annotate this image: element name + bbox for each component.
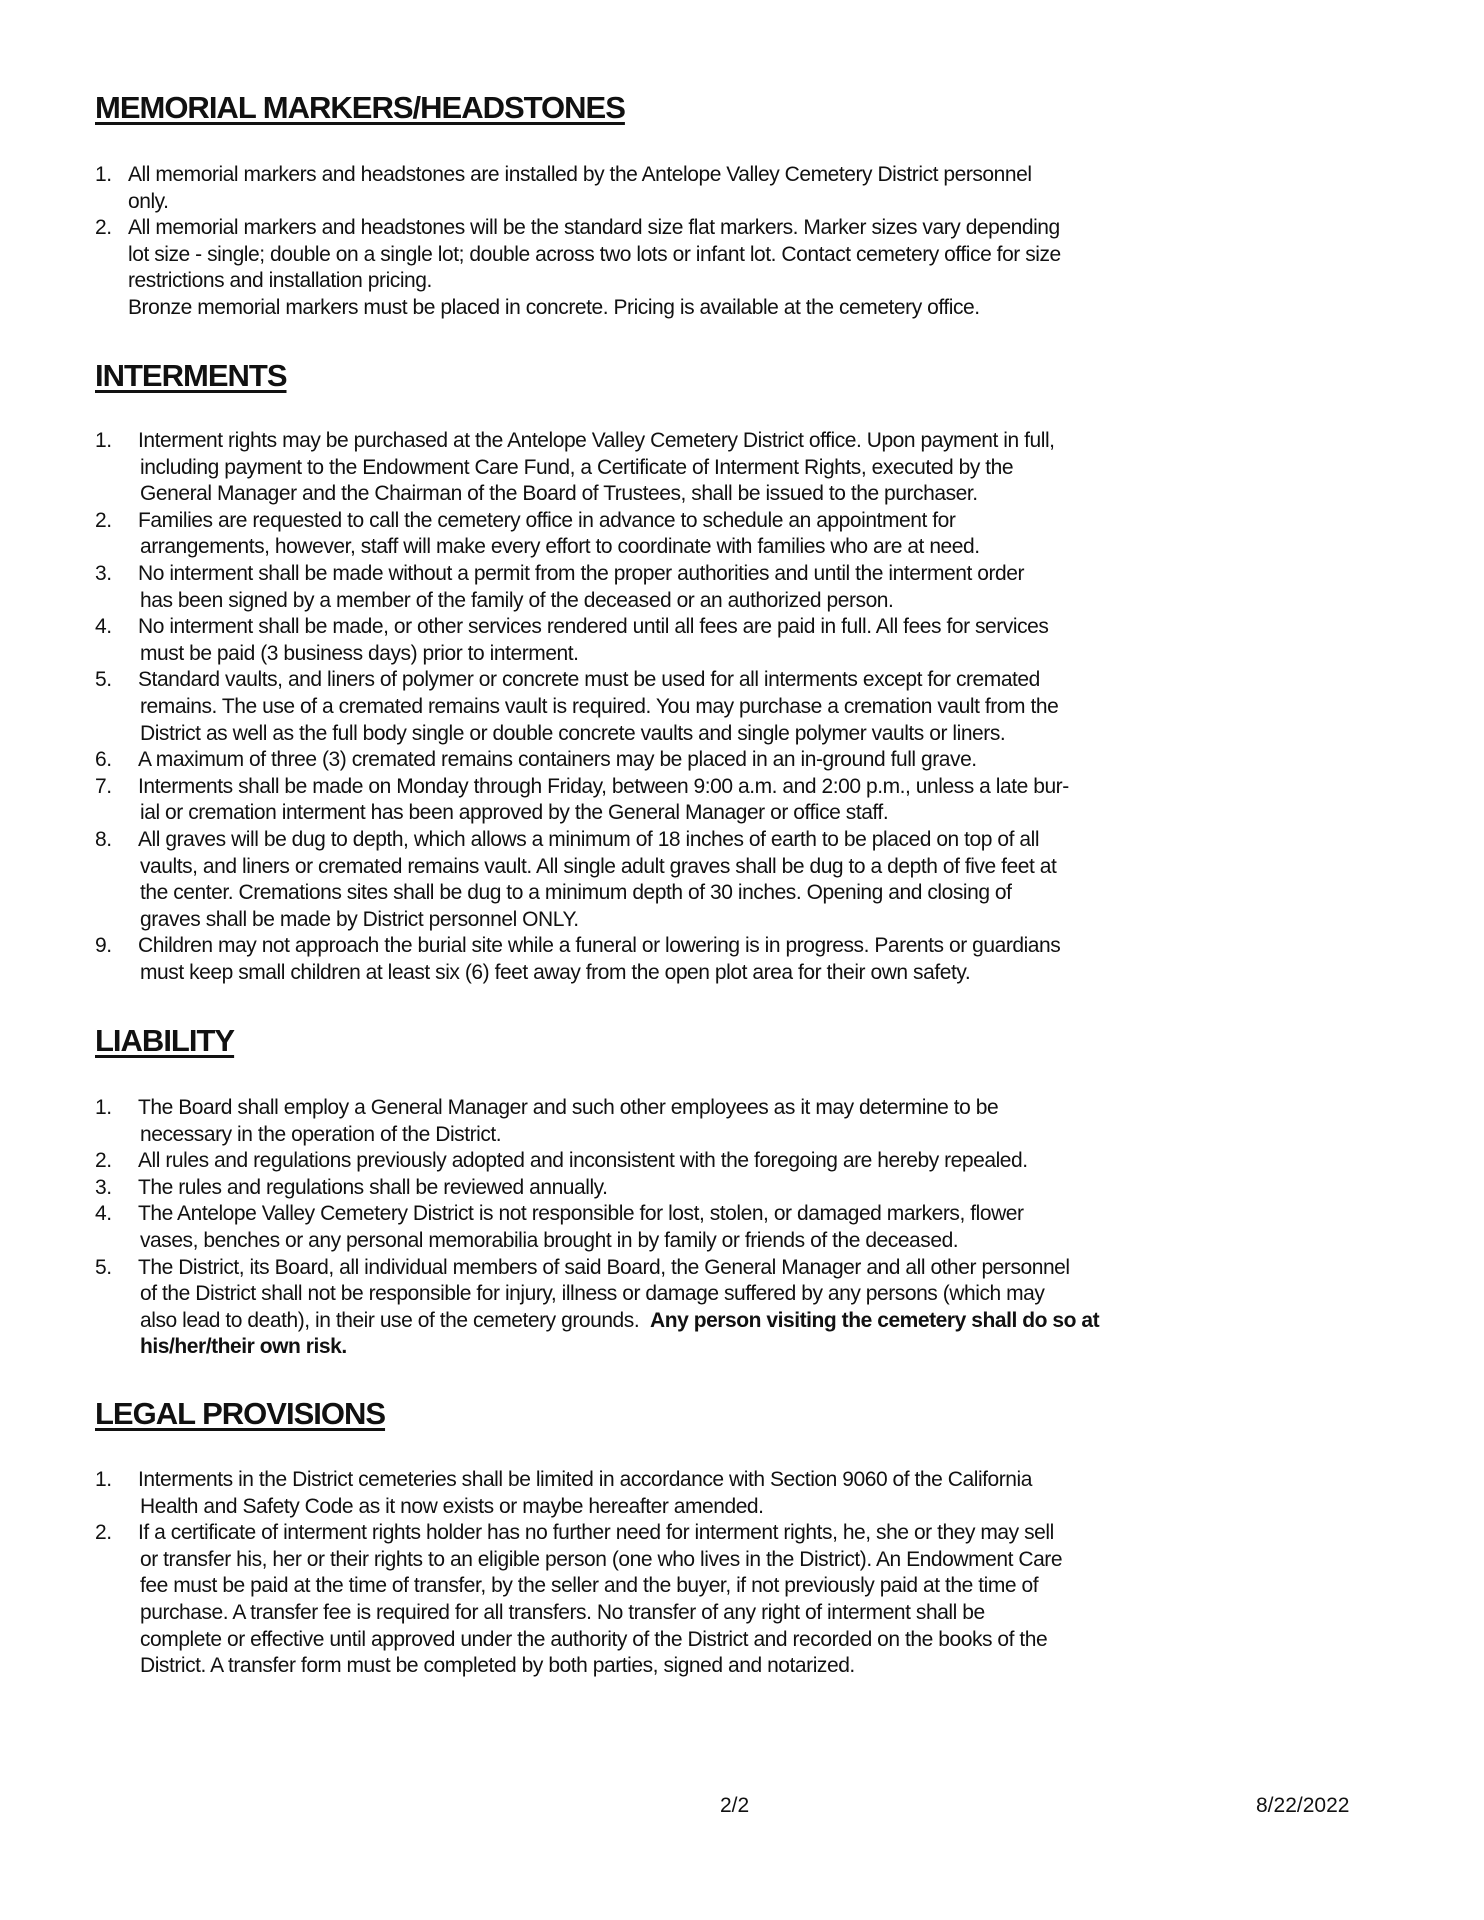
item-text: The Board shall employ a General Manager and such other employees as it may determine to be — [138, 1096, 999, 1119]
item-text: including payment to the Endowment Care Fund, a Certificate of Interment Rights, executed by the — [140, 455, 1014, 479]
list-item-line — [95, 614, 1069, 641]
item-text: All rules and regulations previously adopted and inconsistent with the foregoing are hereby repealed. — [138, 1149, 1028, 1173]
list-item — [95, 1095, 1099, 1148]
interments-list — [95, 428, 1069, 986]
list-item-line — [95, 1600, 1062, 1627]
list-item-line — [95, 1095, 1099, 1122]
item-text: If a certificate of interment rights holder has no further need for interment rights, he, she or they may sell — [138, 1521, 1054, 1545]
list-item — [95, 667, 1069, 747]
item-text: All memorial markers and headstones are installed by the Antelope Valley Cemetery District personnel — [128, 163, 1032, 186]
list-item-line — [95, 933, 1069, 960]
list-item-line — [95, 854, 1069, 881]
list-item-line — [95, 1255, 1099, 1282]
item-text: Interments in the District cemeteries shall be limited in accordance with Section 9060 of the California — [138, 1468, 1032, 1491]
item-text: A maximum of three (3) cremated remains containers may be placed in an in-ground full grave. — [138, 748, 977, 772]
item-text: Health and Safety Code as it now exists or maybe hereafter amended. — [140, 1494, 764, 1518]
list-item-line — [95, 1334, 1099, 1361]
list-item-line — [95, 880, 1069, 907]
list-item — [95, 1255, 1099, 1361]
list-item-line — [95, 827, 1069, 854]
item-number: 5. — [95, 1255, 112, 1279]
list-item-line — [95, 1494, 1062, 1521]
list-item-line — [95, 1148, 1099, 1175]
page-number: 2/2 — [720, 1794, 750, 1817]
item-text: No interment shall be made without a permit from the proper authorities and until the interment order — [138, 561, 1025, 585]
item-text: Families are requested to call the cemetery office in advance to schedule an appointment for — [138, 508, 956, 532]
item-text: only. — [128, 189, 169, 213]
list-item-line — [95, 162, 1061, 189]
list-item — [95, 428, 1069, 508]
list-item-line — [95, 1228, 1099, 1255]
item-text: vases, benches or any personal memorabilia brought in by family or friends of the deceased. — [140, 1228, 959, 1252]
item-number: 1. — [95, 163, 112, 186]
list-item-line — [95, 1520, 1062, 1547]
liability-list — [95, 1095, 1099, 1361]
item-text: All memorial markers and headstones will be the standard size flat markers. Marker sizes vary depending — [128, 216, 1060, 240]
item-number: 3. — [95, 561, 112, 585]
item-number: 1. — [95, 1096, 112, 1119]
list-item — [95, 1148, 1099, 1175]
list-item-line — [95, 588, 1069, 615]
list-item-line — [95, 1627, 1062, 1654]
item-number: 6. — [95, 748, 112, 772]
list-item-line — [95, 481, 1069, 508]
list-item-line — [95, 800, 1069, 827]
item-text: also lead to death), in their use of the cemetery grounds. — [140, 1308, 650, 1332]
item-number: 2. — [95, 1149, 112, 1173]
list-item-line — [95, 428, 1069, 455]
section-heading-liability: LIABILITY — [95, 1023, 235, 1058]
legal-provisions-list — [95, 1467, 1062, 1680]
section-heading-interments: INTERMENTS — [95, 358, 287, 393]
list-item-line — [95, 189, 1061, 216]
item-text: arrangements, however, staff will make every effort to coordinate with families who are at need. — [140, 535, 980, 559]
list-item-line — [95, 1308, 1099, 1335]
item-number: 4. — [95, 615, 112, 639]
item-text: lot size - single; double on a single lot; double across two lots or infant lot. Contact cemetery office for size — [128, 242, 1061, 266]
item-text: The rules and regulations shall be reviewed annually. — [138, 1175, 608, 1199]
item-text: the center. Cremations sites shall be dug to a minimum depth of 30 inches. Opening and closing of — [140, 881, 1012, 905]
item-text: or transfer his, her or their rights to an eligible person (one who lives in the District). An Endowment Care — [140, 1547, 1063, 1571]
list-item-line — [95, 641, 1069, 668]
item-text: must be paid (3 business days) prior to interment. — [140, 641, 579, 665]
list-item-line — [95, 694, 1069, 721]
list-item-line — [95, 1201, 1099, 1228]
list-item — [95, 827, 1069, 933]
item-text: has been signed by a member of the family of the deceased or an authorized person. — [140, 588, 894, 612]
item-text: Bronze memorial markers must be placed in concrete. Pricing is available at the cemetery office. — [128, 295, 980, 319]
list-item-line — [95, 667, 1069, 694]
list-item-line — [95, 960, 1069, 987]
list-item-line — [95, 268, 1061, 295]
item-text: General Manager and the Chairman of the Board of Trustees, shall be issued to the purchaser. — [140, 482, 978, 506]
list-item-line — [95, 1653, 1062, 1680]
item-number: 1. — [95, 429, 112, 452]
list-item — [95, 614, 1069, 667]
list-item — [95, 561, 1069, 614]
list-item — [95, 162, 1061, 215]
section-heading-memorial-markers: MEMORIAL MARKERS/HEADSTONES — [95, 90, 625, 125]
item-number: 4. — [95, 1202, 112, 1226]
item-number: 9. — [95, 934, 112, 958]
list-item-line — [95, 1281, 1099, 1308]
list-item — [95, 1201, 1099, 1254]
item-number: 2. — [95, 1521, 112, 1545]
item-text: must keep small children at least six (6) feet away from the open plot area for their own safety. — [140, 960, 971, 984]
item-number: 8. — [95, 827, 112, 851]
list-item-line — [95, 508, 1069, 535]
list-item-line — [95, 242, 1061, 269]
item-text: District. A transfer form must be completed by both parties, signed and notarized. — [140, 1654, 855, 1678]
item-text: All graves will be dug to depth, which allows a minimum of 18 inches of earth to be placed on top of all — [138, 827, 1040, 851]
list-item — [95, 1520, 1062, 1680]
list-item-line — [95, 747, 1069, 774]
item-text: District as well as the full body single or double concrete vaults and single polymer vaults or liners. — [140, 721, 1006, 745]
item-text: Standard vaults, and liners of polymer or concrete must be used for all interments except for cremated — [138, 668, 1040, 692]
item-number: 3. — [95, 1175, 112, 1199]
item-text: of the District shall not be responsible for injury, illness or damage suffered by any persons (which may — [140, 1282, 1045, 1306]
list-item-line — [95, 907, 1069, 934]
list-item — [95, 508, 1069, 561]
list-item-line — [95, 1547, 1062, 1574]
item-text: No interment shall be made, or other services rendered until all fees are paid in full. All fees for services — [138, 615, 1049, 639]
item-number: 2. — [95, 508, 112, 532]
list-item-line — [95, 774, 1069, 801]
item-text: fee must be paid at the time of transfer, by the seller and the buyer, if not previously paid at the time of — [140, 1574, 1039, 1598]
item-text: restrictions and installation pricing. — [128, 269, 432, 293]
item-text: The District, its Board, all individual members of said Board, the General Manager and all other personnel — [138, 1255, 1070, 1279]
list-item-line — [95, 534, 1069, 561]
list-item-line — [95, 215, 1061, 242]
list-item — [95, 933, 1069, 986]
list-item — [95, 774, 1069, 827]
list-item-line — [95, 455, 1069, 482]
memorial-markers-list — [95, 162, 1061, 322]
bold-warning-text: his/her/their own risk. — [140, 1335, 347, 1359]
list-item-line — [95, 1467, 1062, 1494]
item-number: 5. — [95, 668, 112, 692]
bold-warning-text: Any person visiting the cemetery shall do so at — [649, 1308, 1100, 1332]
item-text: The Antelope Valley Cemetery District is not responsible for lost, stolen, or damaged markers, flower — [138, 1202, 1024, 1226]
item-text: complete or effective until approved under the authority of the District and recorded on the books of the — [140, 1627, 1048, 1651]
list-item — [95, 747, 1069, 774]
item-text: ial or cremation interment has been approved by the General Manager or office staff. — [140, 801, 889, 825]
document-date: 8/22/2022 — [1256, 1794, 1350, 1817]
item-text: Interment rights may be purchased at the Antelope Valley Cemetery District office. Upon payment in full, — [138, 429, 1055, 452]
item-number: 2. — [95, 216, 112, 240]
item-number: 7. — [95, 774, 112, 798]
item-text: remains. The use of a cremated remains vault is required. You may purchase a cremation vault from the — [140, 694, 1059, 718]
list-item-line — [95, 1122, 1099, 1149]
item-text: Children may not approach the burial site while a funeral or lowering is in progress. Parents or guardians — [138, 934, 1061, 958]
list-item — [95, 1175, 1099, 1202]
list-item-line — [95, 1175, 1099, 1202]
item-text: Interments shall be made on Monday through Friday, between 9:00 a.m. and 2:00 p.m., unless a late bur- — [138, 774, 1069, 798]
item-text: necessary in the operation of the District. — [140, 1122, 502, 1146]
item-number: 1. — [95, 1468, 112, 1491]
list-item-line — [95, 561, 1069, 588]
list-item — [95, 215, 1061, 321]
list-item-line — [95, 721, 1069, 748]
item-text: vaults, and liners or cremated remains vault. All single adult graves shall be dug to a depth of five feet at — [140, 854, 1057, 878]
item-text: graves shall be made by District personnel ONLY. — [140, 907, 579, 931]
item-text: purchase. A transfer fee is required for all transfers. No transfer of any right of interment shall be — [140, 1600, 985, 1624]
list-item-line — [95, 1573, 1062, 1600]
section-heading-legal-provisions: LEGAL PROVISIONS — [95, 1396, 386, 1431]
list-item — [95, 1467, 1062, 1520]
list-item-line — [95, 295, 1061, 322]
